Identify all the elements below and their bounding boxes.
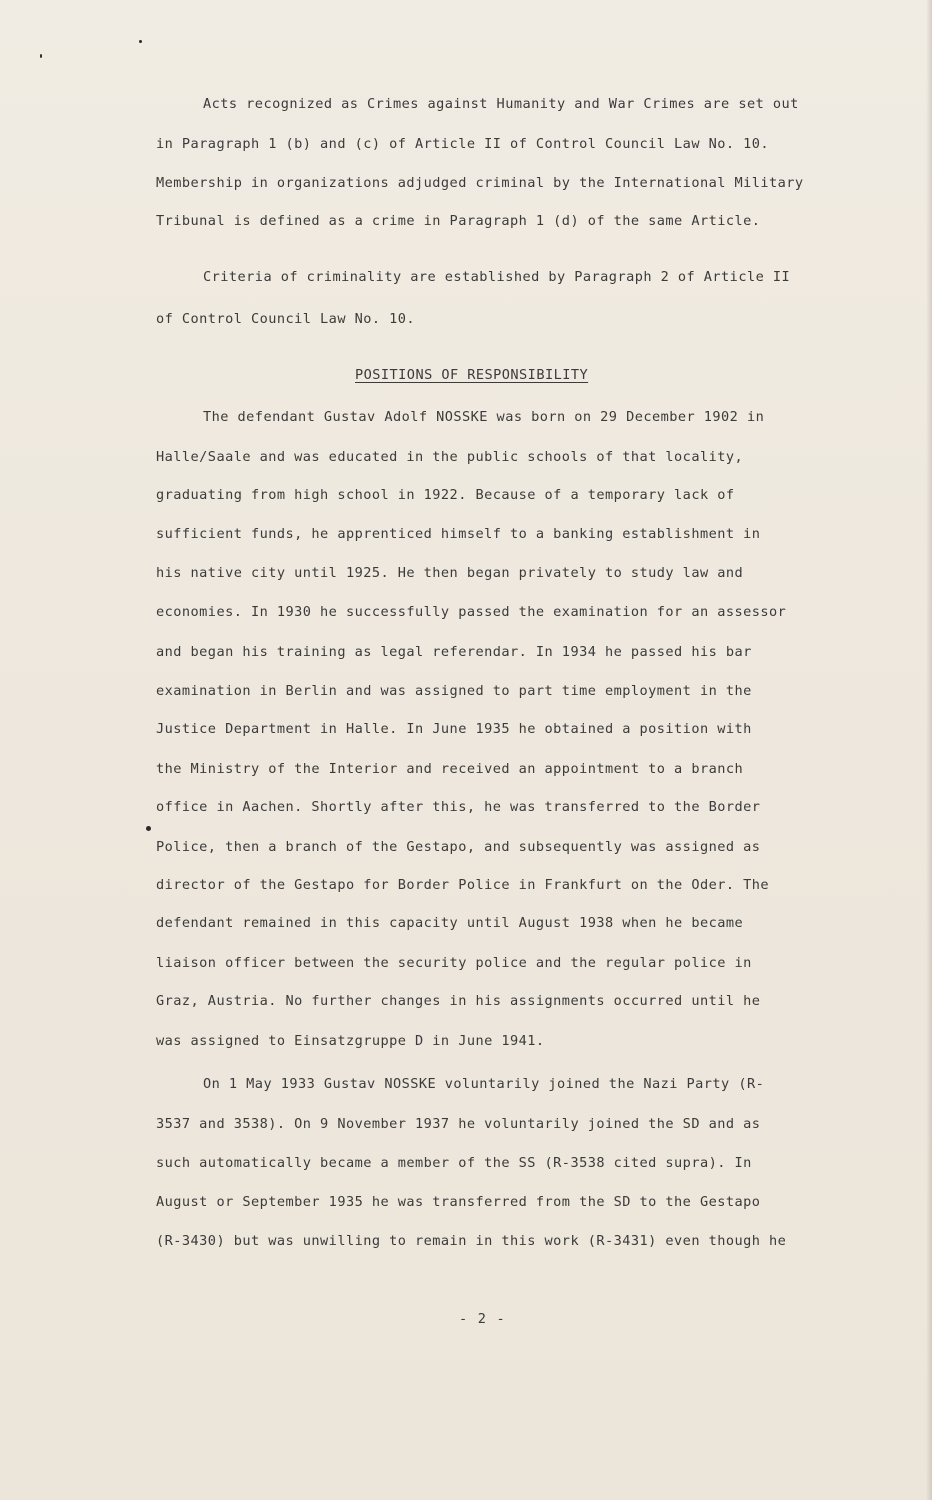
paper-speck	[146, 826, 151, 831]
paper-speck	[139, 40, 142, 43]
paragraph-4-line: 3537 and 3538). On 9 November 1937 he voluntarily joined the SD and as	[156, 1116, 761, 1132]
paragraph-3-line: graduating from high school in 1922. Because of a temporary lack of	[156, 487, 735, 503]
page-edge-shadow	[926, 0, 932, 1500]
paragraph-3-line: examination in Berlin and was assigned to part time employment in the	[156, 683, 752, 699]
paragraph-3-line: the Ministry of the Interior and received an appointment to a branch	[156, 761, 744, 777]
paragraph-3-line: office in Aachen. Shortly after this, he was transferred to the Border	[156, 799, 761, 815]
paragraph-2-line: Criteria of criminality are established by Paragraph 2 of Article II	[203, 269, 791, 285]
paragraph-3-line: his native city until 1925. He then began privately to study law and	[156, 565, 744, 581]
paragraph-3-line: economies. In 1930 he successfully passed the examination for an assessor	[156, 604, 787, 620]
paragraph-4-line: August or September 1935 he was transferred from the SD to the Gestapo	[156, 1194, 761, 1210]
paragraph-3-line: The defendant Gustav Adolf NOSSKE was born on 29 December 1902 in	[203, 409, 765, 425]
paragraph-3-line: director of the Gestapo for Border Police in Frankfurt on the Oder. The	[156, 877, 770, 893]
paragraph-3-line: and began his training as legal referendar. In 1934 he passed his bar	[156, 644, 752, 660]
paragraph-3-line: liaison officer between the security police and the regular police in	[156, 955, 752, 971]
paragraph-1-line: Tribunal is defined as a crime in Paragraph 1 (d) of the same Article.	[156, 213, 761, 229]
paragraph-3-line: Graz, Austria. No further changes in his assignments occurred until he	[156, 993, 761, 1009]
paragraph-3-line: was assigned to Einsatzgruppe D in June 1941.	[156, 1033, 545, 1049]
paragraph-4-line: such automatically became a member of the SS (R-3538 cited supra). In	[156, 1155, 752, 1171]
paragraph-3-line: defendant remained in this capacity until August 1938 when he became	[156, 915, 744, 931]
paragraph-4-line: (R-3430) but was unwilling to remain in this work (R-3431) even though he	[156, 1233, 787, 1249]
paragraph-3-line: sufficient funds, he apprenticed himself to a banking establishment in	[156, 526, 761, 542]
paragraph-3-line: Justice Department in Halle. In June 1935 he obtained a position with	[156, 721, 752, 737]
page-number: - 2 -	[459, 1311, 506, 1327]
section-heading: POSITIONS OF RESPONSIBILITY	[355, 367, 589, 383]
paragraph-2-line: of Control Council Law No. 10.	[156, 311, 416, 327]
paper-speck	[40, 54, 42, 58]
paragraph-1-line: Acts recognized as Crimes against Humanity and War Crimes are set out	[203, 96, 799, 112]
paragraph-1-line: Membership in organizations adjudged criminal by the International Military	[156, 175, 804, 191]
paragraph-1-line: in Paragraph 1 (b) and (c) of Article II of Control Council Law No. 10.	[156, 136, 770, 152]
paragraph-3-line: Halle/Saale and was educated in the public schools of that locality,	[156, 449, 744, 465]
paragraph-3-line: Police, then a branch of the Gestapo, and subsequently was assigned as	[156, 839, 761, 855]
paragraph-4-line: On 1 May 1933 Gustav NOSSKE voluntarily joined the Nazi Party (R-	[203, 1076, 765, 1092]
